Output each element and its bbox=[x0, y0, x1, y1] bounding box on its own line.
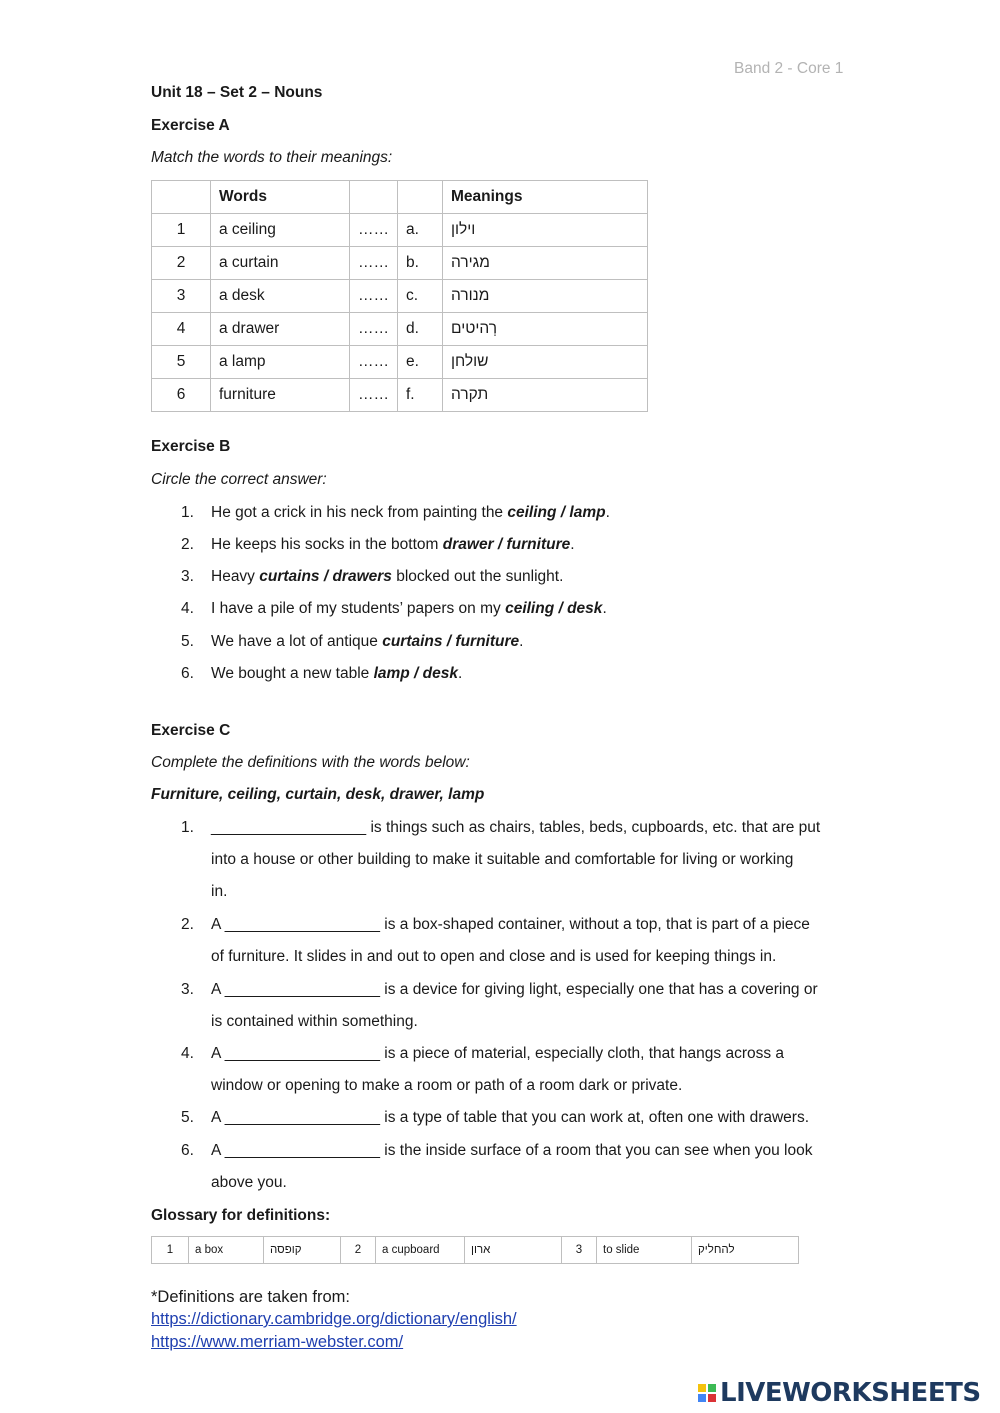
item-number: 3. bbox=[181, 981, 194, 998]
row-number: 4 bbox=[152, 313, 211, 346]
item-number: 1. bbox=[181, 819, 194, 836]
item-number: 5. bbox=[181, 633, 194, 650]
table-row: 1 a box קופסה 2 a cupboard ארון 3 to slide להחליק bbox=[152, 1237, 799, 1264]
definition-line[interactable]: __________________ is things such as chairs, tables, beds, cupboards, etc. that are put bbox=[211, 819, 821, 836]
row-number: 5 bbox=[152, 346, 211, 379]
meaning-letter: c. bbox=[398, 280, 443, 313]
row-number: 1 bbox=[152, 214, 211, 247]
meanings-header: Meanings bbox=[443, 181, 648, 214]
definition-line: is contained within something. bbox=[211, 1013, 418, 1030]
definition-line[interactable]: A __________________ is a type of table that you can work at, often one with drawers. bbox=[211, 1109, 810, 1126]
meaning-cell: שולחן bbox=[451, 353, 489, 370]
matching-table-header bbox=[152, 181, 648, 214]
meaning-cell: מנורה bbox=[451, 287, 490, 304]
answer-blank[interactable]: …… bbox=[350, 379, 398, 412]
meaning-cell: רְהיטים bbox=[451, 320, 498, 337]
answer-blank[interactable]: …… bbox=[350, 247, 398, 280]
answer-options[interactable]: curtains / drawers bbox=[259, 568, 392, 585]
exercise-b-instruction: Circle the correct answer: bbox=[151, 471, 327, 488]
merriam-webster-link[interactable]: https://www.merriam-webster.com/ bbox=[151, 1333, 404, 1351]
meaning-letter: d. bbox=[398, 313, 443, 346]
logo-text: LIVEWORKSHEETS bbox=[720, 1378, 981, 1408]
word-cell: a lamp bbox=[211, 346, 350, 379]
definition-line[interactable]: A __________________ is a device for giving light, especially one that has a covering or bbox=[211, 981, 818, 998]
answer-blank[interactable]: …… bbox=[350, 313, 398, 346]
glossary-table bbox=[151, 1236, 799, 1264]
item-number: 3. bbox=[181, 568, 194, 585]
page-title: Unit 18 – Set 2 – Nouns bbox=[151, 84, 323, 101]
word-cell: a ceiling bbox=[211, 214, 350, 247]
band-label: Band 2 - Core 1 bbox=[734, 60, 844, 77]
exercise-c-instruction: Complete the definitions with the words below: bbox=[151, 754, 470, 771]
sources-note: *Definitions are taken from: bbox=[151, 1288, 351, 1306]
table-row bbox=[152, 313, 648, 346]
answer-blank[interactable]: …… bbox=[350, 280, 398, 313]
definition-line[interactable]: A __________________ is a box-shaped container, without a top, that is part of a piece bbox=[211, 916, 810, 933]
meaning-letter: f. bbox=[398, 379, 443, 412]
words-header: Words bbox=[211, 181, 350, 214]
word-cell: a desk bbox=[211, 280, 350, 313]
word-bank: Furniture, ceiling, curtain, desk, drawer, lamp bbox=[151, 786, 485, 803]
exercise-a-title: Exercise A bbox=[151, 117, 230, 134]
answer-options[interactable]: ceiling / desk bbox=[505, 600, 603, 617]
word-cell: a drawer bbox=[211, 313, 350, 346]
answer-blank[interactable]: …… bbox=[350, 346, 398, 379]
list-item: 1. He got a crick in his neck from painting the ceiling / lamp. bbox=[181, 504, 610, 521]
exercise-c-title: Exercise C bbox=[151, 722, 231, 739]
word-cell: a curtain bbox=[211, 247, 350, 280]
item-number: 4. bbox=[181, 1045, 194, 1062]
definition-line: into a house or other building to make it suitable and comfortable for living or working bbox=[211, 851, 794, 868]
item-number: 4. bbox=[181, 600, 194, 617]
definition-line[interactable]: A __________________ is the inside surface of a room that you can see when you look bbox=[211, 1142, 813, 1159]
list-item: 3. Heavy curtains / drawers blocked out the sunlight. bbox=[181, 568, 564, 585]
meaning-letter: e. bbox=[398, 346, 443, 379]
item-number: 6. bbox=[181, 1142, 194, 1159]
item-number: 6. bbox=[181, 665, 194, 682]
cambridge-link[interactable]: https://dictionary.cambridge.org/dictionary/english/ bbox=[151, 1310, 517, 1328]
answer-options[interactable]: curtains / furniture bbox=[382, 633, 520, 650]
definition-line: above you. bbox=[211, 1174, 287, 1191]
table-row bbox=[152, 214, 648, 247]
item-number: 2. bbox=[181, 536, 194, 553]
word-cell: furniture bbox=[211, 379, 350, 412]
definition-line: in. bbox=[211, 883, 228, 900]
table-row bbox=[152, 379, 648, 412]
answer-options[interactable]: drawer / furniture bbox=[442, 536, 571, 553]
item-number: 5. bbox=[181, 1109, 194, 1126]
meaning-cell: תקרה bbox=[451, 386, 489, 403]
table-row bbox=[152, 247, 648, 280]
definition-line: of furniture. It slides in and out to open and close and is used for keeping things in. bbox=[211, 948, 777, 965]
liveworksheets-logo bbox=[698, 1378, 981, 1408]
row-number: 3 bbox=[152, 280, 211, 313]
meaning-cell: מגירה bbox=[451, 254, 490, 271]
row-number: 6 bbox=[152, 379, 211, 412]
definition-line: window or opening to make a room or path of a room dark or private. bbox=[211, 1077, 683, 1094]
list-item: 6. We bought a new table lamp / desk. bbox=[181, 665, 463, 682]
item-number: 1. bbox=[181, 504, 194, 521]
meaning-cell: וילון bbox=[451, 221, 476, 238]
glossary-title: Glossary for definitions: bbox=[151, 1207, 331, 1224]
answer-blank[interactable]: …… bbox=[350, 214, 398, 247]
meaning-letter: b. bbox=[398, 247, 443, 280]
row-number: 2 bbox=[152, 247, 211, 280]
definition-line[interactable]: A __________________ is a piece of material, especially cloth, that hangs across a bbox=[211, 1045, 785, 1062]
list-item: 4. I have a pile of my students’ papers on my ceiling / desk. bbox=[181, 600, 607, 617]
table-row bbox=[152, 280, 648, 313]
answer-options[interactable]: ceiling / lamp bbox=[507, 504, 606, 521]
list-item: 5. We have a lot of antique curtains / furniture. bbox=[181, 633, 524, 650]
list-item: 2. He keeps his socks in the bottom drawer / furniture. bbox=[181, 536, 575, 553]
meaning-letter: a. bbox=[398, 214, 443, 247]
answer-options[interactable]: lamp / desk bbox=[373, 665, 459, 682]
matching-table bbox=[151, 180, 648, 412]
exercise-b-title: Exercise B bbox=[151, 438, 231, 455]
table-row bbox=[152, 346, 648, 379]
exercise-a-instruction: Match the words to their meanings: bbox=[151, 149, 393, 166]
item-number: 2. bbox=[181, 916, 194, 933]
logo-mark-icon bbox=[698, 1384, 716, 1402]
